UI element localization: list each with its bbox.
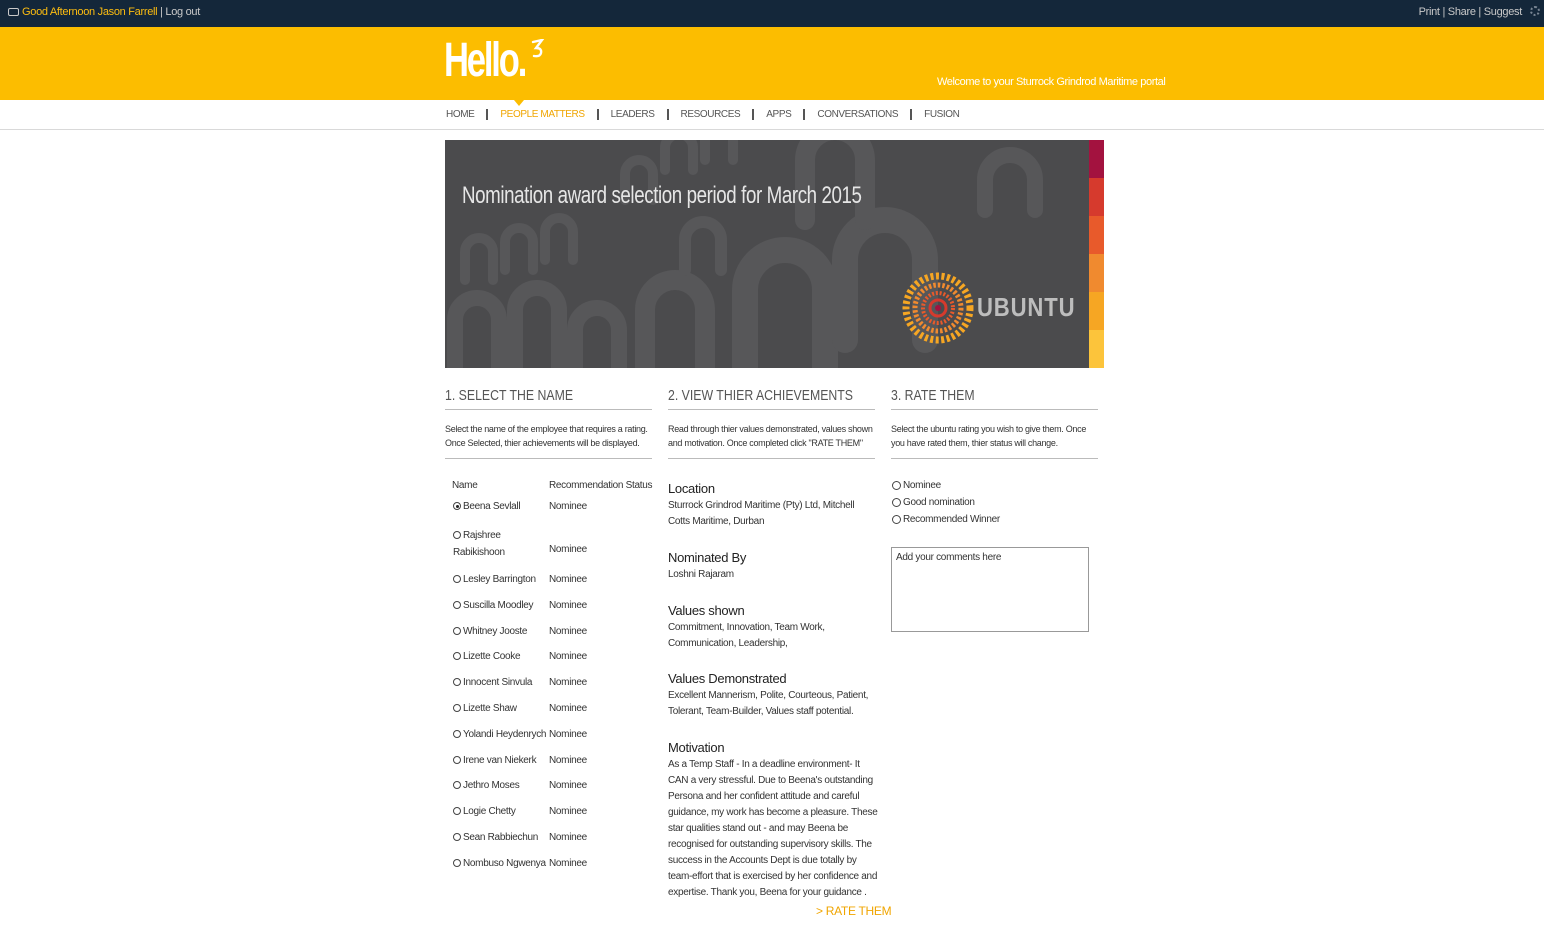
- motivation-block: [668, 740, 878, 901]
- location-label: Location: [668, 481, 715, 496]
- radio-button[interactable]: [453, 627, 461, 635]
- step2-heading: 2. VIEW THIER ACHIEVEMENTS: [668, 387, 853, 404]
- radio-button[interactable]: [453, 575, 461, 583]
- greeting-area: [8, 6, 200, 18]
- active-nav-pointer: [514, 100, 524, 106]
- rating-option-good-nomination[interactable]: [892, 497, 1000, 514]
- nominee-name: [453, 832, 538, 843]
- radio-button[interactable]: [453, 781, 461, 789]
- separator: |: [1442, 6, 1446, 18]
- logout-link[interactable]: Log out: [165, 6, 200, 18]
- nominee-name: [453, 755, 536, 766]
- recommendation-status: Nominee: [549, 626, 587, 637]
- step2-description: Read through thier values demonstrated, values shown and motivation. Once completed click "RATE THEM": [668, 424, 873, 448]
- values-demonstrated-label: Values Demonstrated: [668, 671, 787, 686]
- recommendation-status: Nominee: [549, 806, 587, 817]
- banner-pattern: [445, 140, 1089, 368]
- hello-logo[interactable]: Hello.: [444, 34, 526, 87]
- rating-option-nominee[interactable]: [892, 480, 1000, 497]
- nominated-by-label: Nominated By: [668, 550, 747, 565]
- radio-button[interactable]: [453, 531, 461, 539]
- nominee-name-text: Jethro Moses: [463, 780, 520, 791]
- motivation-value: As a Temp Staff - In a deadline environment- It CAN a very stressful. Due to Beena's outstanding Persona and her confident attitude and careful guidance, my work has become a pleasure. These star qualities stand out - and may Beena be recognised for outstanding supervisory skills. The success in the Accounts Dept is due totally by team-effort that is exercised by her confidence and expertise. Thank you, Beena for your guidance .: [668, 759, 878, 898]
- step1-description: Select the name of the employee that requires a rating. Once Selected, thier achievements will be displayed.: [445, 424, 648, 448]
- radio-button[interactable]: [892, 515, 901, 524]
- rating-option-label: Nominee: [903, 480, 941, 491]
- nominee-name-text: Whitney Jooste: [463, 626, 528, 637]
- recommendation-status: Nominee: [549, 574, 587, 585]
- column-header-status: Recommendation Status: [549, 480, 653, 491]
- radio-button[interactable]: [453, 730, 461, 738]
- divider: [891, 458, 1098, 459]
- radio-button[interactable]: [453, 756, 461, 764]
- nav-resources[interactable]: RESOURCES: [680, 109, 741, 121]
- nominee-name: [453, 703, 517, 714]
- radio-button[interactable]: [453, 601, 461, 609]
- color-stripe-segment: [1089, 216, 1104, 254]
- step-view-achievements: [668, 387, 875, 459]
- comments-textarea[interactable]: [891, 547, 1089, 632]
- recommendation-status: Nominee: [549, 544, 587, 555]
- radio-button[interactable]: [453, 704, 461, 712]
- nominee-name-text: Innocent Sinvula: [463, 677, 533, 688]
- nav-divider: [667, 109, 669, 120]
- nominee-name: [453, 600, 533, 611]
- nav-divider: [597, 109, 599, 120]
- radio-button[interactable]: [892, 481, 901, 490]
- nominated-by-block: [668, 550, 878, 583]
- radio-button[interactable]: [453, 859, 461, 867]
- color-stripe-segment: [1089, 178, 1104, 216]
- nominee-name-text: Irene van Niekerk: [463, 755, 537, 766]
- step3-heading: 3. RATE THEM: [891, 387, 975, 404]
- recommendation-status: Nominee: [549, 651, 587, 662]
- message-icon: [8, 8, 19, 16]
- nav-list: [446, 109, 960, 120]
- recommendation-status: Nominee: [549, 780, 587, 791]
- motivation-label: Motivation: [668, 740, 725, 755]
- ubuntu-wordmark: UBUNTU: [977, 292, 1076, 322]
- color-stripe: [1089, 140, 1104, 368]
- nominee-name-text: Rajshree Rabikishoon: [453, 530, 505, 558]
- nominee-name: [453, 574, 536, 585]
- rate-them-link[interactable]: > RATE THEM: [816, 904, 892, 918]
- share-link[interactable]: Share: [1447, 6, 1476, 18]
- main-nav: [0, 100, 1544, 130]
- nav-fusion[interactable]: FUSION: [924, 109, 960, 121]
- values-shown-value: Commitment, Innovation, Team Work, Communication, Leadership,: [668, 622, 825, 649]
- divider: [668, 409, 875, 410]
- location-block: [668, 481, 878, 530]
- radio-button[interactable]: [453, 678, 461, 686]
- nominee-name: [453, 806, 516, 817]
- gear-icon[interactable]: [1530, 6, 1540, 16]
- nominee-name-text: Sean Rabbiechun: [463, 832, 539, 843]
- step3-description: Select the ubuntu rating you wish to give them. Once you have rated them, thier status will change.: [891, 424, 1087, 448]
- rating-option-recommended-winner[interactable]: [892, 514, 1000, 531]
- nav-conversations[interactable]: CONVERSATIONS: [817, 109, 899, 121]
- values-shown-block: [668, 603, 878, 652]
- recommendation-status: Nominee: [549, 729, 587, 740]
- recommendation-status: Nominee: [549, 600, 587, 611]
- print-link[interactable]: Print: [1418, 6, 1440, 18]
- color-stripe-segment: [1089, 330, 1104, 368]
- values-demonstrated-value: Excellent Mannerism, Polite, Courteous, Patient, Tolerant, Team-Builder, Values staff potential.: [668, 690, 869, 717]
- nominee-name: [453, 501, 520, 512]
- nominee-name: [453, 626, 527, 637]
- logo-swirl-icon: [530, 39, 546, 59]
- suggest-link[interactable]: Suggest: [1483, 6, 1522, 18]
- recommendation-status: Nominee: [549, 832, 587, 843]
- nominee-name-text: Beena Sevlall: [463, 501, 521, 512]
- rating-options: [892, 480, 1000, 531]
- nav-home[interactable]: HOME: [446, 109, 475, 121]
- nominee-name: [453, 651, 520, 662]
- step1-heading: 1. SELECT THE NAME: [445, 387, 574, 404]
- separator: |: [1478, 6, 1481, 18]
- rating-option-label: Recommended Winner: [903, 514, 1000, 525]
- nominee-name-text: Suscilla Moodley: [463, 600, 534, 611]
- nominee-name-text: Lesley Barrington: [463, 574, 536, 585]
- portal-header: [0, 27, 1544, 100]
- nav-leaders[interactable]: LEADERS: [610, 109, 655, 121]
- recommendation-status: Nominee: [549, 755, 587, 766]
- recommendation-status: Nominee: [549, 858, 587, 869]
- color-stripe-segment: [1089, 292, 1104, 330]
- nominee-name: [453, 527, 513, 561]
- recommendation-status: Nominee: [549, 677, 587, 688]
- divider: [445, 458, 652, 459]
- rating-option-label: Good nomination: [903, 497, 975, 508]
- location-value: Sturrock Grindrod Maritime (Pty) Ltd, Mitchell Cotts Maritime, Durban: [668, 500, 855, 527]
- nominee-name-text: Nombuso Ngwenya: [463, 858, 546, 869]
- step-rate-them: [891, 387, 1098, 459]
- nav-divider: [486, 109, 488, 120]
- nominee-name: [453, 729, 546, 740]
- welcome-message: Welcome to your Sturrock Grindrod Maritime portal: [937, 76, 1166, 88]
- greeting-text: Good Afternoon Jason Farrell: [22, 6, 158, 18]
- utility-links: [1419, 6, 1522, 18]
- nav-divider: [752, 109, 754, 120]
- nominee-name-text: Yolandi Heydenrych: [463, 729, 547, 740]
- radio-button[interactable]: [892, 498, 901, 507]
- nav-divider: [910, 109, 912, 120]
- nav-divider: [803, 109, 805, 120]
- nominee-name: [453, 677, 532, 688]
- radio-button[interactable]: [453, 833, 461, 841]
- radio-button[interactable]: [453, 807, 461, 815]
- recommendation-status: Nominee: [549, 703, 587, 714]
- divider: [445, 409, 652, 410]
- divider: [891, 409, 1098, 410]
- nominee-name-text: Lizette Cooke: [463, 651, 521, 662]
- radio-button[interactable]: [453, 652, 461, 660]
- top-bar: [0, 0, 1544, 27]
- divider: [668, 458, 875, 459]
- nav-apps[interactable]: APPS: [766, 109, 792, 121]
- values-shown-label: Values shown: [668, 603, 745, 618]
- nomination-banner: [445, 140, 1089, 368]
- color-stripe-segment: [1089, 140, 1104, 178]
- banner-title: Nomination award selection period for March 2015: [462, 182, 862, 209]
- radio-button[interactable]: [453, 502, 461, 510]
- recommendation-status: Nominee: [549, 501, 587, 512]
- nominee-name: [453, 780, 519, 791]
- nav-people-matters[interactable]: PEOPLE MATTERS: [500, 109, 585, 121]
- step-select-name: [445, 387, 652, 459]
- values-demonstrated-block: [668, 671, 878, 720]
- nominee-name-text: Lizette Shaw: [463, 703, 517, 714]
- nominated-by-value: Loshni Rajaram: [668, 569, 734, 580]
- column-header-name: Name: [452, 480, 478, 491]
- separator: |: [160, 6, 163, 18]
- color-stripe-segment: [1089, 254, 1104, 292]
- nominee-name: [453, 858, 546, 869]
- nominee-name-text: Logie Chetty: [463, 806, 516, 817]
